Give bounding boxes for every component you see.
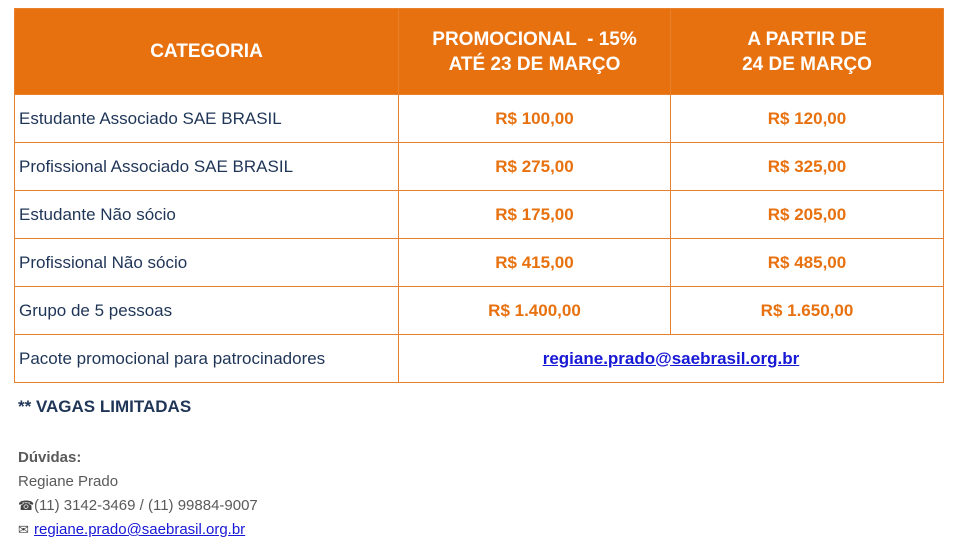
header-promo-line2: ATÉ 23 DE MARÇO	[448, 53, 621, 75]
contact-info	[18, 446, 258, 542]
promo-price-cell: R$ 175,00	[399, 191, 671, 239]
email-line	[18, 518, 258, 542]
questions-label: Dúvidas:	[18, 449, 82, 466]
table-row	[15, 191, 944, 239]
sponsor-category-cell: Pacote promocional para patrocinadores	[15, 335, 399, 383]
regular-price-cell: R$ 325,00	[671, 143, 944, 191]
category-cell: Profissional Associado SAE BRASIL	[15, 143, 399, 191]
category-cell: Estudante Associado SAE BRASIL	[15, 95, 399, 143]
table-row	[15, 95, 944, 143]
regular-price-cell: R$ 485,00	[671, 239, 944, 287]
promo-price-cell: R$ 100,00	[399, 95, 671, 143]
promo-price-cell: R$ 275,00	[399, 143, 671, 191]
table-row	[15, 287, 944, 335]
promo-price-cell: R$ 415,00	[399, 239, 671, 287]
table-row	[15, 239, 944, 287]
phone-icon: ☎	[18, 498, 35, 513]
category-cell: Grupo de 5 pessoas	[15, 287, 399, 335]
category-cell: Profissional Não sócio	[15, 239, 399, 287]
contact-name: Regiane Prado	[18, 473, 119, 490]
header-promo-line1: PROMOCIONAL - 15%	[432, 28, 637, 50]
regular-price-cell: R$ 1.650,00	[671, 287, 944, 335]
sponsor-email-link[interactable]: regiane.prado@saebrasil.org.br	[542, 348, 800, 368]
sponsor-row	[15, 335, 944, 383]
regular-price-cell: R$ 120,00	[671, 95, 944, 143]
table-header-row	[15, 9, 944, 95]
contact-email-link[interactable]: regiane.prado@saebrasil.org.br	[34, 521, 246, 538]
header-regular-line1: A PARTIR DE	[747, 28, 867, 50]
phone-numbers: (11) 3142-3469 / (11) 99884-9007	[34, 497, 258, 514]
category-cell: Estudante Não sócio	[15, 191, 399, 239]
header-regular	[671, 9, 944, 95]
table-row	[15, 143, 944, 191]
phone-line	[18, 494, 258, 518]
limited-spots-notice: ** VAGAS LIMITADAS	[18, 397, 192, 416]
envelope-icon: ✉	[18, 522, 29, 537]
sponsor-contact-cell	[399, 335, 944, 383]
header-regular-line2: 24 DE MARÇO	[742, 53, 872, 75]
regular-price-cell: R$ 205,00	[671, 191, 944, 239]
header-category: CATEGORIA	[15, 9, 399, 95]
price-table	[14, 8, 944, 383]
header-promotional	[399, 9, 671, 95]
promo-price-cell: R$ 1.400,00	[399, 287, 671, 335]
